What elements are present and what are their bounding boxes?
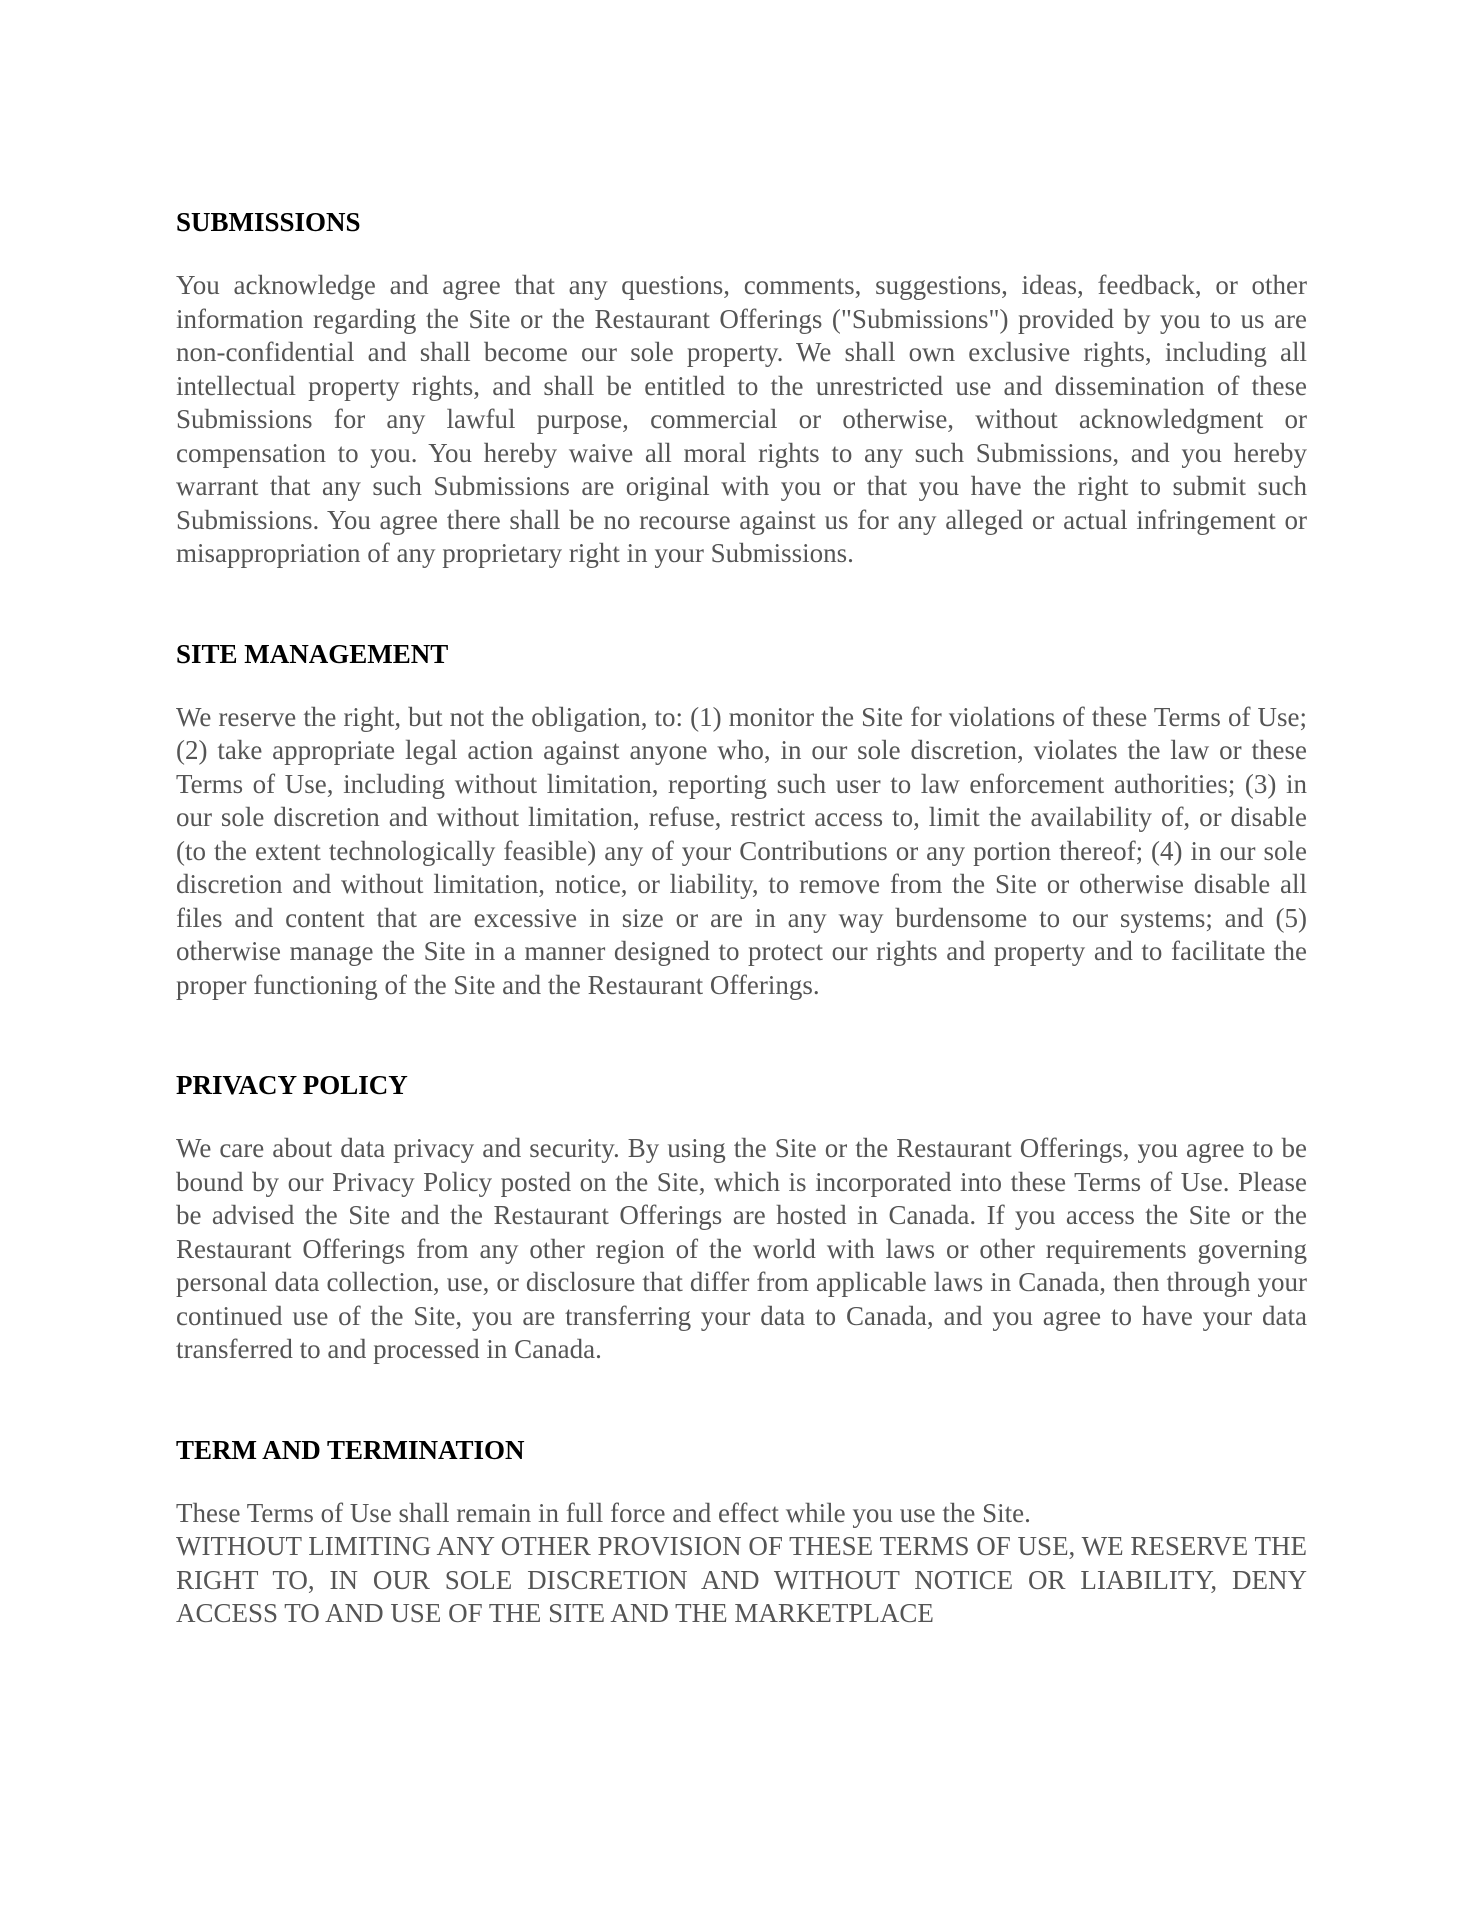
section-paragraph: These Terms of Use shall remain in full force and effect while you use the Site. (176, 1497, 1031, 1528)
section-paragraph-caps: WITHOUT LIMITING ANY OTHER PROVISION OF THESE TERMS OF USE, WE RESERVE THE RIGHT TO, IN OUR SOLE DISCRETION AND WITHOUT NOTICE OR LIABILITY, DENY ACCESS TO AND USE OF THE SITE AND THE MARKETPLACE (176, 1531, 1307, 1628)
section-paragraph: You acknowledge and agree that any questions, comments, suggestions, ideas, feedback, or other information regarding the Site or the Restaurant Offerings ("Submissions") provided by you to us are non-confidential and shall become our sole property. We shall own exclusive rights, including all intellectual property rights, and shall be entitled to the unrestricted use and dissemination of these Submissions for any lawful purpose, commercial or otherwise, without acknowledgment or compensation to you. You hereby waive all moral rights to any such Submissions, and you hereby warrant that any such Submissions are original with you or that you have the right to submit such Submissions. You agree there shall be no recourse against us for any alleged or actual infringement or misappropriation of any proprietary right in your Submissions. (176, 270, 1307, 568)
section-heading: SITE MANAGEMENT (176, 638, 449, 669)
section-paragraph: We reserve the right, but not the obligation, to: (1) monitor the Site for violations of these Terms of Use; (2) take appropriate legal action against anyone who, in our sole discretion, violates the law or these Terms of Use, including without limitation, reporting such user to law enforcement authorities; (3) in our sole discretion and without limitation, refuse, restrict access to, limit the availability of, or disable (to the extent technologically feasible) any of your Contributions or any portion thereof; (4) in our sole discretion and without limitation, notice, or liability, to remove from the Site or otherwise disable all files and content that are excessive in size or are in any way burdensome to our systems; and (5) otherwise manage the Site in a manner designed to protect our rights and property and to facilitate the proper functioning of the Site and the Restaurant Offerings. (176, 701, 1307, 1000)
section-heading: PRIVACY POLICY (176, 1070, 408, 1100)
section-heading: TERM AND TERMINATION (176, 1434, 525, 1465)
section-privacy-policy (176, 1068, 1307, 1367)
section-heading: SUBMISSIONS (176, 207, 361, 237)
section-submissions (176, 205, 1307, 571)
section-site-management (176, 637, 1307, 1003)
document-page (176, 205, 1307, 1631)
section-paragraph: We care about data privacy and security. By using the Site or the Restaurant Offerings, you agree to be bound by our Privacy Policy posted on the Site, which is incorporated into these Terms of Use. Please be advised the Site and the Restaurant Offerings are hosted in Canada. If you access the Site or the Restaurant Offerings from any other region of the world with laws or other requirements governing personal data collection, use, or disclosure that differ from applicable laws in Canada, then through your continued use of the Site, you are transferring your data to Canada, and you agree to have your data transferred to and processed in Canada. (176, 1133, 1307, 1364)
section-term-and-termination (176, 1433, 1307, 1631)
